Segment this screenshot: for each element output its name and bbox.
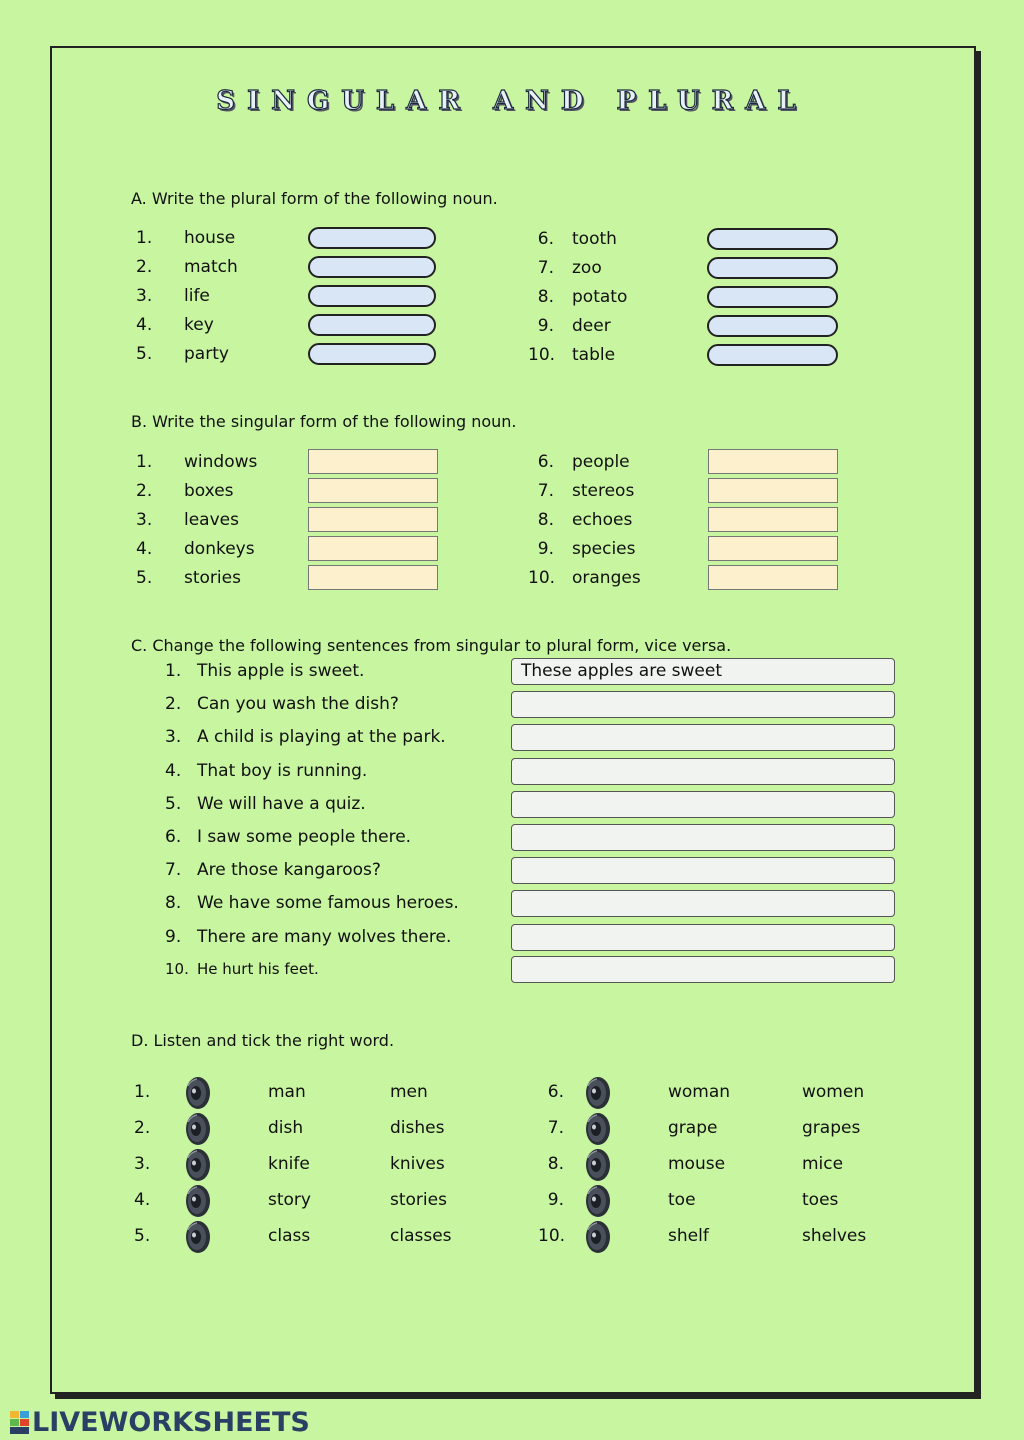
item-number: 9.	[547, 1190, 564, 1210]
liveworksheets-logo	[10, 1407, 310, 1438]
word-option-singular[interactable]: knife	[268, 1154, 310, 1174]
sentence-number: 4.	[165, 761, 182, 781]
item-number: 6.	[547, 1082, 564, 1102]
word-option-plural[interactable]: knives	[390, 1154, 445, 1174]
sentence-text: I saw some people there.	[197, 827, 412, 847]
noun-word: people	[572, 452, 630, 472]
item-number: 10.	[538, 1226, 566, 1246]
word-option-plural[interactable]: grapes	[802, 1118, 861, 1138]
sentence-answer-field[interactable]	[511, 824, 895, 851]
plural-answer-field[interactable]	[707, 315, 838, 337]
item-number: 5.	[136, 568, 153, 588]
word-option-plural[interactable]: shelves	[802, 1226, 867, 1246]
word-option-singular[interactable]: dish	[268, 1118, 304, 1138]
word-option-plural[interactable]: mice	[802, 1154, 844, 1174]
sentence-answer-field[interactable]	[511, 791, 895, 818]
speaker-icon[interactable]	[585, 1148, 611, 1182]
item-number: 4.	[136, 315, 153, 335]
item-number: 4.	[136, 539, 153, 559]
item-number: 3.	[134, 1154, 151, 1174]
item-number: 1.	[136, 228, 153, 248]
sentence-answer-field[interactable]	[511, 691, 895, 718]
item-number: 9.	[537, 316, 554, 336]
plural-answer-field[interactable]	[707, 344, 838, 366]
noun-word: stories	[184, 568, 241, 588]
word-option-singular[interactable]: man	[268, 1082, 306, 1102]
word-option-singular[interactable]: toe	[668, 1190, 696, 1210]
noun-word: oranges	[572, 568, 641, 588]
sentence-text: We will have a quiz.	[197, 794, 366, 814]
singular-answer-field[interactable]	[708, 565, 838, 590]
sentence-answer-field[interactable]	[511, 758, 895, 785]
logo-text: LIVEWORKSHEETS	[32, 1407, 310, 1438]
section-d-heading: D. Listen and tick the right word.	[131, 1031, 395, 1050]
sentence-number: 2.	[165, 694, 182, 714]
speaker-icon[interactable]	[185, 1076, 211, 1110]
singular-answer-field[interactable]	[708, 449, 838, 474]
noun-word: leaves	[184, 510, 239, 530]
singular-answer-field[interactable]	[708, 536, 838, 561]
sentence-number: 1.	[165, 661, 182, 681]
noun-word: table	[572, 345, 616, 365]
word-option-plural[interactable]: stories	[390, 1190, 447, 1210]
noun-word: zoo	[572, 258, 602, 278]
sentence-number: 6.	[165, 827, 182, 847]
word-option-plural[interactable]: women	[802, 1082, 865, 1102]
item-number: 8.	[537, 287, 554, 307]
word-option-plural[interactable]: classes	[390, 1226, 452, 1246]
word-option-plural[interactable]: dishes	[390, 1118, 445, 1138]
sentence-text: This apple is sweet.	[197, 661, 365, 681]
sentence-answer-field[interactable]	[511, 890, 895, 917]
plural-answer-field[interactable]	[308, 256, 436, 278]
word-option-singular[interactable]: grape	[668, 1118, 718, 1138]
singular-answer-field[interactable]	[708, 478, 838, 503]
noun-word: life	[184, 286, 210, 306]
sentence-answer-field[interactable]: These apples are sweet	[511, 658, 895, 685]
item-number: 10.	[528, 345, 556, 365]
sentence-text: A child is playing at the park.	[197, 727, 446, 747]
item-number: 8.	[547, 1154, 564, 1174]
section-c-heading: C. Change the following sentences from singular to plural form, vice versa.	[131, 636, 732, 655]
item-number: 4.	[134, 1190, 151, 1210]
sentence-number: 5.	[165, 794, 182, 814]
plural-answer-field[interactable]	[707, 228, 838, 250]
noun-word: match	[184, 257, 238, 277]
speaker-icon[interactable]	[185, 1184, 211, 1218]
item-number: 7.	[537, 481, 554, 501]
item-number: 7.	[547, 1118, 564, 1138]
plural-answer-field[interactable]	[707, 286, 838, 308]
noun-word: tooth	[572, 229, 617, 249]
plural-answer-field[interactable]	[308, 285, 436, 307]
sentence-text: Are those kangaroos?	[197, 860, 381, 880]
singular-answer-field[interactable]	[308, 478, 438, 503]
item-number: 8.	[537, 510, 554, 530]
word-option-singular[interactable]: story	[268, 1190, 311, 1210]
plural-answer-field[interactable]	[707, 257, 838, 279]
item-number: 3.	[136, 510, 153, 530]
speaker-icon[interactable]	[585, 1076, 611, 1110]
sentence-answer-field[interactable]	[511, 924, 895, 951]
item-number: 1.	[136, 452, 153, 472]
sentence-text: Can you wash the dish?	[197, 694, 399, 714]
speaker-icon[interactable]	[185, 1148, 211, 1182]
plural-answer-field[interactable]	[308, 343, 436, 365]
item-number: 5.	[136, 344, 153, 364]
item-number: 3.	[136, 286, 153, 306]
word-option-singular[interactable]: mouse	[668, 1154, 726, 1174]
plural-answer-field[interactable]	[308, 227, 436, 249]
noun-word: house	[184, 228, 236, 248]
singular-answer-field[interactable]	[708, 507, 838, 532]
item-number: 6.	[537, 229, 554, 249]
singular-answer-field[interactable]	[308, 449, 438, 474]
noun-word: windows	[184, 452, 258, 472]
item-number: 6.	[537, 452, 554, 472]
sentence-number: 3.	[165, 727, 182, 747]
noun-word: deer	[572, 316, 611, 336]
item-number: 5.	[134, 1226, 151, 1246]
page-title: SINGULAR AND PLURAL	[216, 86, 808, 116]
logo-mark-icon	[10, 1410, 30, 1436]
sentence-number: 10.	[165, 960, 189, 978]
speaker-icon[interactable]	[585, 1220, 611, 1254]
plural-answer-field[interactable]	[308, 314, 436, 336]
noun-word: stereos	[572, 481, 635, 501]
speaker-icon[interactable]	[185, 1220, 211, 1254]
speaker-icon[interactable]	[585, 1184, 611, 1218]
section-a-heading: A. Write the plural form of the following noun.	[131, 189, 498, 208]
item-number: 2.	[134, 1118, 151, 1138]
sentence-answer-field[interactable]	[511, 724, 895, 751]
sentence-number: 7.	[165, 860, 182, 880]
item-number: 2.	[136, 257, 153, 277]
singular-answer-field[interactable]	[308, 565, 438, 590]
section-b-heading: B. Write the singular form of the following noun.	[131, 412, 517, 431]
item-number: 1.	[134, 1082, 151, 1102]
noun-word: potato	[572, 287, 628, 307]
noun-word: boxes	[184, 481, 234, 501]
noun-word: echoes	[572, 510, 633, 530]
word-option-singular[interactable]: class	[268, 1226, 311, 1246]
singular-answer-field[interactable]	[308, 536, 438, 561]
item-number: 10.	[528, 568, 556, 588]
sentence-text: He hurt his feet.	[197, 960, 319, 978]
word-option-singular[interactable]: shelf	[668, 1226, 709, 1246]
speaker-icon[interactable]	[585, 1112, 611, 1146]
item-number: 9.	[537, 539, 554, 559]
noun-word: party	[184, 344, 229, 364]
word-option-plural[interactable]: men	[390, 1082, 428, 1102]
sentence-text: That boy is running.	[197, 761, 368, 781]
sentence-text: We have some famous heroes.	[197, 893, 459, 913]
noun-word: species	[572, 539, 636, 559]
noun-word: key	[184, 315, 214, 335]
sentence-number: 9.	[165, 927, 182, 947]
word-option-plural[interactable]: toes	[802, 1190, 839, 1210]
singular-answer-field[interactable]	[308, 507, 438, 532]
item-number: 7.	[537, 258, 554, 278]
sentence-answer-field[interactable]	[511, 956, 895, 983]
sentence-answer-field[interactable]	[511, 857, 895, 884]
sentence-text: There are many wolves there.	[197, 927, 452, 947]
word-option-singular[interactable]: woman	[668, 1082, 731, 1102]
item-number: 2.	[136, 481, 153, 501]
noun-word: donkeys	[184, 539, 255, 559]
speaker-icon[interactable]	[185, 1112, 211, 1146]
sentence-number: 8.	[165, 893, 182, 913]
